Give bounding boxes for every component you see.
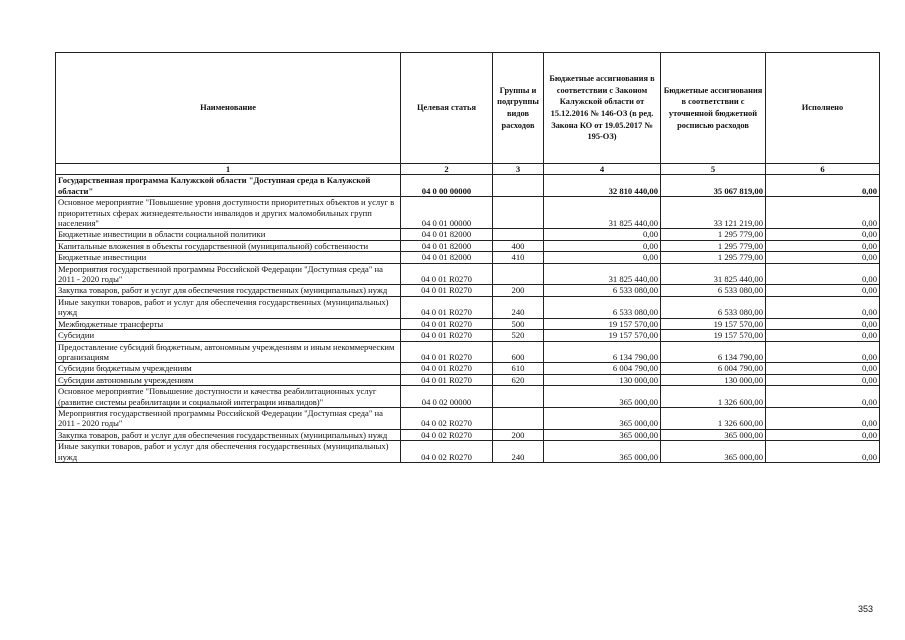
table-row	[56, 363, 880, 374]
row-expense-group: 610	[493, 363, 544, 374]
table-row	[56, 229, 880, 240]
row-target-article: 04 0 02 R0270	[401, 429, 493, 440]
column-number: 5	[661, 164, 766, 175]
row-budget-law-amount: 31 825 440,00	[544, 263, 661, 285]
row-budget-refined-amount: 1 295 779,00	[661, 229, 766, 240]
row-name: Субсидии	[56, 330, 401, 341]
row-budget-law-amount: 365 000,00	[544, 386, 661, 408]
row-expense-group: 400	[493, 240, 544, 251]
row-target-article: 04 0 02 R0270	[401, 441, 493, 463]
header-executed: Исполнено	[766, 53, 880, 164]
row-budget-law-amount: 6 004 790,00	[544, 363, 661, 374]
row-name: Закупка товаров, работ и услуг для обеспечения государственных (муниципальных) нужд	[56, 429, 401, 440]
row-executed-amount: 0,00	[766, 429, 880, 440]
row-target-article: 04 0 01 82000	[401, 229, 493, 240]
row-budget-refined-amount: 130 000,00	[661, 374, 766, 385]
row-budget-law-amount: 365 000,00	[544, 441, 661, 463]
header-budget-refined: Бюджетные ассигнования в соответствии с уточненной бюджетной росписью расходов	[661, 53, 766, 164]
row-expense-group: 520	[493, 330, 544, 341]
row-target-article: 04 0 01 82000	[401, 240, 493, 251]
row-expense-group: 200	[493, 285, 544, 296]
row-budget-law-amount: 0,00	[544, 229, 661, 240]
row-budget-law-amount: 6 533 080,00	[544, 285, 661, 296]
row-budget-law-amount: 0,00	[544, 252, 661, 263]
row-name: Мероприятия государственной программы Российской Федерации "Доступная среда" на 2011 - 2020 годы"	[56, 263, 401, 285]
row-budget-law-amount: 19 157 570,00	[544, 330, 661, 341]
row-budget-refined-amount: 365 000,00	[661, 441, 766, 463]
row-budget-refined-amount: 19 157 570,00	[661, 318, 766, 329]
row-expense-group: 240	[493, 296, 544, 318]
table-row	[56, 263, 880, 285]
row-budget-law-amount: 32 810 440,00	[544, 175, 661, 197]
row-name: Иные закупки товаров, работ и услуг для обеспечения государственных (муниципальных) нужд	[56, 296, 401, 318]
row-target-article: 04 0 01 R0270	[401, 263, 493, 285]
row-name: Субсидии бюджетным учреждениям	[56, 363, 401, 374]
row-expense-group: 240	[493, 441, 544, 463]
row-target-article: 04 0 01 82000	[401, 252, 493, 263]
table-row	[56, 175, 880, 197]
table-row	[56, 386, 880, 408]
row-target-article: 04 0 01 R0270	[401, 374, 493, 385]
row-target-article: 04 0 02 R0270	[401, 407, 493, 429]
row-executed-amount: 0,00	[766, 374, 880, 385]
row-executed-amount: 0,00	[766, 407, 880, 429]
row-budget-refined-amount: 1 326 600,00	[661, 407, 766, 429]
table-row	[56, 252, 880, 263]
row-name: Бюджетные инвестиции в области социальной политики	[56, 229, 401, 240]
row-expense-group: 200	[493, 429, 544, 440]
row-executed-amount: 0,00	[766, 318, 880, 329]
row-name: Капитальные вложения в объекты государственной (муниципальной) собственности	[56, 240, 401, 251]
row-executed-amount: 0,00	[766, 229, 880, 240]
row-expense-group	[493, 229, 544, 240]
header-budget-law: Бюджетные ассигнования в соответствии с Законом Калужской области от 15.12.2016 № 146-ОЗ (в ред. Закона КО от 19.05.2017 № 195-ОЗ)	[544, 53, 661, 164]
row-target-article: 04 0 01 R0270	[401, 318, 493, 329]
row-expense-group: 500	[493, 318, 544, 329]
table-row	[56, 197, 880, 229]
row-name: Предоставление субсидий бюджетным, автономным учреждениям и иным некоммерческим организациям	[56, 341, 401, 363]
row-executed-amount: 0,00	[766, 240, 880, 251]
table-row	[56, 318, 880, 329]
row-budget-refined-amount: 1 295 779,00	[661, 252, 766, 263]
row-target-article: 04 0 01 R0270	[401, 285, 493, 296]
row-name: Субсидии автономным учреждениям	[56, 374, 401, 385]
column-number-row	[56, 164, 880, 175]
column-number: 1	[56, 164, 401, 175]
row-target-article: 04 0 00 00000	[401, 175, 493, 197]
row-budget-refined-amount: 6 004 790,00	[661, 363, 766, 374]
row-name: Основное мероприятие "Повышение доступности и качества реабилитационных услуг (развитие системы реабилитации и социальной интеграции инвалидов)"	[56, 386, 401, 408]
row-executed-amount: 0,00	[766, 252, 880, 263]
row-name: Межбюджетные трансферты	[56, 318, 401, 329]
table-row	[56, 341, 880, 363]
row-budget-refined-amount: 35 067 819,00	[661, 175, 766, 197]
row-name: Закупка товаров, работ и услуг для обеспечения государственных (муниципальных) нужд	[56, 285, 401, 296]
table-row	[56, 429, 880, 440]
row-budget-refined-amount: 19 157 570,00	[661, 330, 766, 341]
table-row	[56, 374, 880, 385]
row-executed-amount: 0,00	[766, 386, 880, 408]
row-executed-amount: 0,00	[766, 363, 880, 374]
page-number: 353	[857, 604, 873, 614]
row-executed-amount: 0,00	[766, 197, 880, 229]
header-target-article: Целевая статья	[401, 53, 493, 164]
header-name: Наименование	[56, 53, 401, 164]
row-target-article: 04 0 01 00000	[401, 197, 493, 229]
row-budget-refined-amount: 6 533 080,00	[661, 285, 766, 296]
row-budget-law-amount: 6 533 080,00	[544, 296, 661, 318]
header-row	[56, 53, 880, 164]
row-executed-amount: 0,00	[766, 330, 880, 341]
row-executed-amount: 0,00	[766, 263, 880, 285]
row-expense-group	[493, 407, 544, 429]
row-budget-refined-amount: 365 000,00	[661, 429, 766, 440]
table-body	[56, 175, 880, 463]
row-budget-refined-amount: 1 295 779,00	[661, 240, 766, 251]
row-target-article: 04 0 01 R0270	[401, 363, 493, 374]
row-budget-law-amount: 365 000,00	[544, 429, 661, 440]
row-executed-amount: 0,00	[766, 296, 880, 318]
column-number: 2	[401, 164, 493, 175]
row-expense-group	[493, 263, 544, 285]
column-number: 4	[544, 164, 661, 175]
row-budget-refined-amount: 6 533 080,00	[661, 296, 766, 318]
header-expense-groups: Группы и подгруппы видов расходов	[493, 53, 544, 164]
row-budget-law-amount: 130 000,00	[544, 374, 661, 385]
row-budget-refined-amount: 6 134 790,00	[661, 341, 766, 363]
row-target-article: 04 0 01 R0270	[401, 296, 493, 318]
row-executed-amount: 0,00	[766, 175, 880, 197]
row-executed-amount: 0,00	[766, 341, 880, 363]
row-target-article: 04 0 02 00000	[401, 386, 493, 408]
row-expense-group	[493, 386, 544, 408]
row-executed-amount: 0,00	[766, 285, 880, 296]
row-budget-refined-amount: 33 121 219,00	[661, 197, 766, 229]
row-expense-group	[493, 175, 544, 197]
column-number: 3	[493, 164, 544, 175]
table-row	[56, 285, 880, 296]
row-expense-group: 620	[493, 374, 544, 385]
row-target-article: 04 0 01 R0270	[401, 341, 493, 363]
row-target-article: 04 0 01 R0270	[401, 330, 493, 341]
row-budget-refined-amount: 1 326 600,00	[661, 386, 766, 408]
table-row	[56, 441, 880, 463]
column-number: 6	[766, 164, 880, 175]
row-budget-law-amount: 365 000,00	[544, 407, 661, 429]
row-budget-law-amount: 19 157 570,00	[544, 318, 661, 329]
row-name: Государственная программа Калужской области "Доступная среда в Калужской области"	[56, 175, 401, 197]
row-budget-law-amount: 31 825 440,00	[544, 197, 661, 229]
row-expense-group: 410	[493, 252, 544, 263]
row-name: Основное мероприятие "Повышение уровня доступности приоритетных объектов и услуг в приоритетных сферах жизнедеятельности инвалидов и других маломобильных групп населения"	[56, 197, 401, 229]
budget-table	[55, 52, 880, 463]
table-row	[56, 296, 880, 318]
table-row	[56, 330, 880, 341]
row-expense-group: 600	[493, 341, 544, 363]
row-budget-law-amount: 6 134 790,00	[544, 341, 661, 363]
row-budget-refined-amount: 31 825 440,00	[661, 263, 766, 285]
table-row	[56, 407, 880, 429]
row-expense-group	[493, 197, 544, 229]
row-executed-amount: 0,00	[766, 441, 880, 463]
row-budget-law-amount: 0,00	[544, 240, 661, 251]
row-name: Мероприятия государственной программы Российской Федерации "Доступная среда" на 2011 - 2020 годы"	[56, 407, 401, 429]
row-name: Бюджетные инвестиции	[56, 252, 401, 263]
table-row	[56, 240, 880, 251]
row-name: Иные закупки товаров, работ и услуг для обеспечения государственных (муниципальных) нужд	[56, 441, 401, 463]
